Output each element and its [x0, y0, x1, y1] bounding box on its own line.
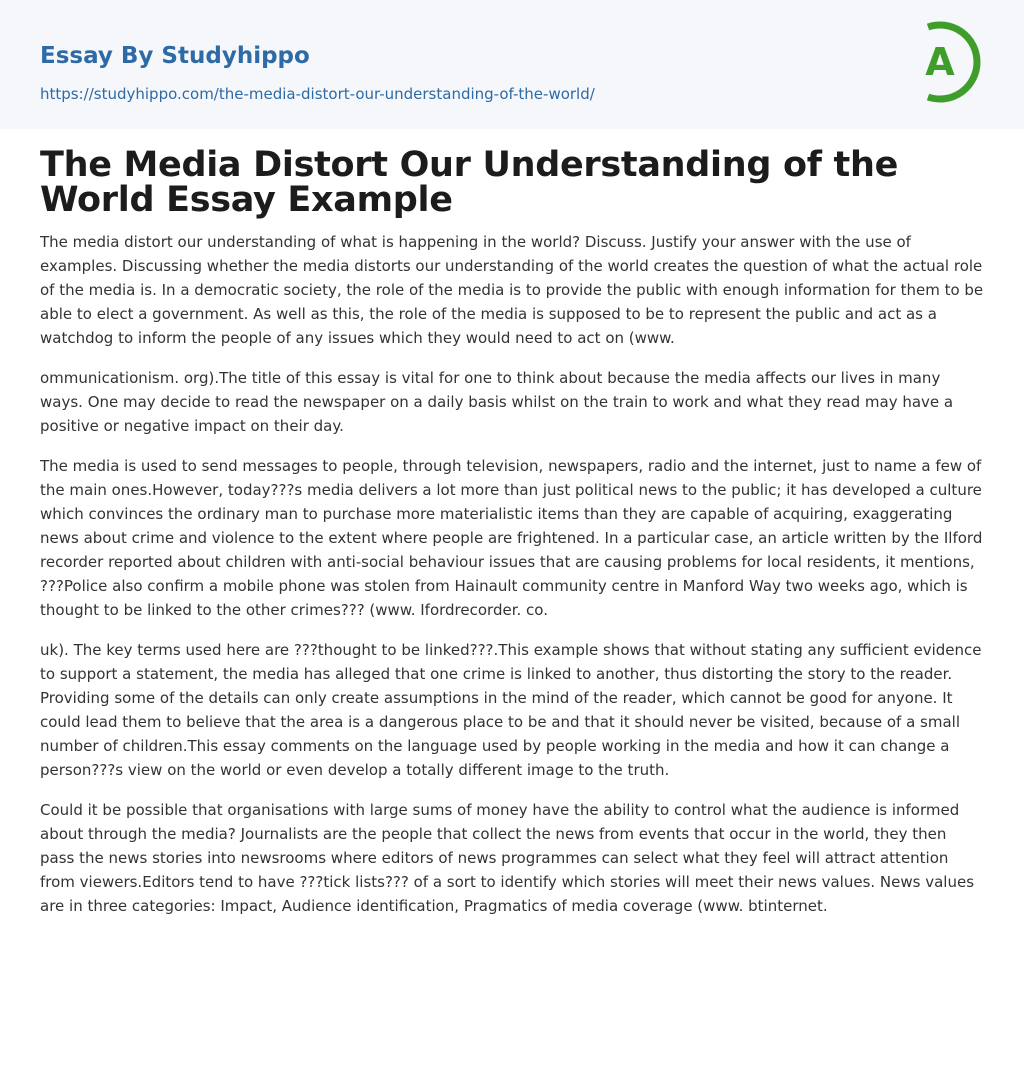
site-header: [0, 0, 1024, 129]
article-paragraph-2: ommunicationism. org).The title of this essay is vital for one to think about because the media affects our lives in many ways. One may decide to read the newspaper on a daily basis whilst on the train to work and what they read may have a positive or negative impact on their day.: [40, 369, 954, 435]
circle-a-logo-icon[interactable]: [908, 17, 988, 107]
brand-title[interactable]: Essay By Studyhippo: [40, 43, 310, 69]
article-paragraph-5: Could it be possible that organisations with large sums of money have the ability to control what the audience is informed about through the media? Journalists are the people that collect the news from events that occur in the world, they then pass the news stories into newsrooms where editors of news programmes can select what they feel will attract attention from viewers.Editors tend to have ???tick lists??? of a sort to identify which stories will meet their news values. News values are in three categories: Impact, Audience identification, Pragmatics of media coverage (www. btinternet.: [40, 801, 975, 915]
logo-letter: A: [925, 40, 955, 84]
article: [40, 145, 984, 918]
article-paragraph-4: uk). The key terms used here are ???thought to be linked???.This example shows that without stating any sufficient evidence to support a statement, the media has alleged that one crime is linked to another, thus distorting the story to the reader. Providing some of the details can only create assumptions in the mind of the reader, which cannot be good for anyone. It could lead them to believe that the area is a dangerous place to be and that it should never be visited, because of a small number of children.This essay comments on the language used by people working in the media and how it can change a person???s view on the world or even develop a totally different image to the truth.: [40, 641, 982, 779]
article-paragraph-1: The media distort our understanding of what is happening in the world? Discuss. Justify your answer with the use of examples. Discussing whether the media distorts our understanding of the world creates the question of what the actual role of the media is. In a democratic society, the role of the media is to provide the public with enough information for them to be able to elect a government. As well as this, the role of the media is supposed to be to represent the public and act as a watchdog to inform the people of any issues which they would need to act on (www.: [40, 233, 984, 347]
article-paragraph-3: The media is used to send messages to people, through television, newspapers, radio and the internet, just to name a few of the main ones.However, today???s media delivers a lot more than just political news to the public; it has developed a culture which convinces the ordinary man to purchase more materialistic items than they are capable of acquiring, exaggerating news about crime and violence to the extent where people are frightened. In a particular case, an article written by the Ilford recorder reported about children with anti-social behaviour issues that are causing problems for local residents, it mentions, ???Police also confirm a mobile phone was stolen from Hainault community centre in Manford Way two weeks ago, which is thought to be linked to the other crimes??? (www. Ifordrecorder. co.: [40, 457, 983, 619]
source-url-link[interactable]: https://studyhippo.com/the-media-distort-our-understanding-of-the-world/: [40, 85, 595, 103]
article-title: The Media Distort Our Understanding of the World Essay Example: [40, 145, 899, 220]
